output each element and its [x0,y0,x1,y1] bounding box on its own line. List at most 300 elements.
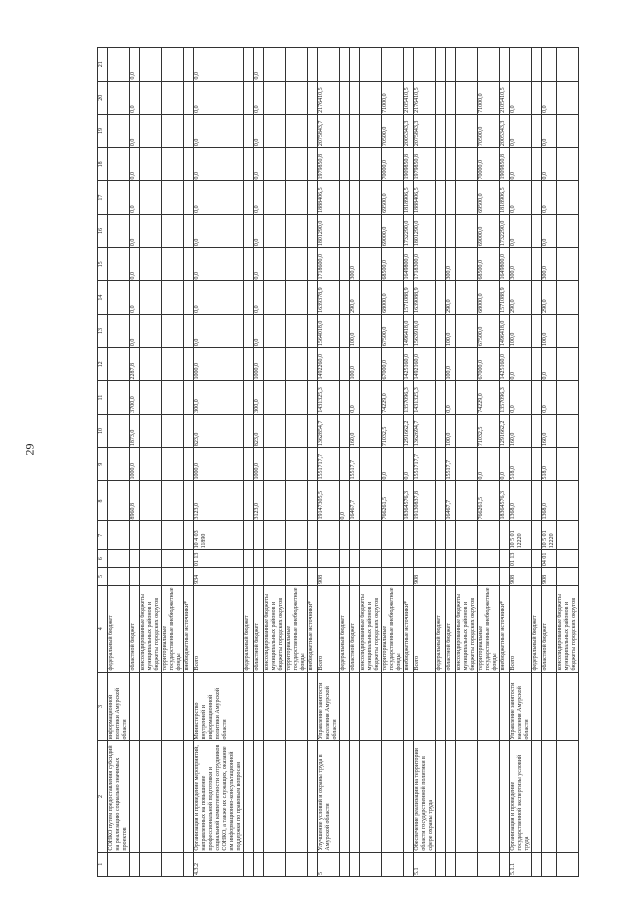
table-cell: федеральный бюджет [108,585,130,672]
table-cell [557,348,579,381]
table-cell: 1551717,7 [414,448,436,481]
table-cell [436,381,446,414]
table-cell: консолидированные бюджеты муниципальных районов и бюджеты городских округов [557,585,579,672]
table-cell [532,448,542,481]
table-cell [557,381,579,414]
table-cell [244,741,254,852]
table-cell: 0,0 [194,148,244,181]
table-cell: 71032,5 [478,414,500,447]
table-cell: 1909850,8 [404,148,414,181]
table-cell [436,414,446,447]
table-cell [436,568,446,586]
table-cell [286,81,308,114]
table-cell [542,672,557,741]
table-cell: 300,0 [542,248,557,281]
table-cell: 1732290,0 [404,214,414,247]
table-cell [414,48,436,82]
table-cell [140,214,162,247]
table-cell [308,568,318,586]
table-cell: 290,0 [510,281,532,314]
table-cell [286,381,308,414]
column-number-cell: 9 [98,448,108,481]
table-cell [532,181,542,214]
table-cell [254,568,264,586]
table-cell [264,114,286,147]
table-cell: 0,0 [382,448,404,481]
table-cell [264,81,286,114]
table-cell [532,481,542,521]
table-cell: 19130837,8 [414,481,436,521]
table-cell: 1000,0 [194,448,244,481]
table-cell: Всего [194,585,244,672]
table-cell: 908 [318,568,340,586]
table-cell: 0,0 [542,81,557,114]
table-cell [162,114,184,147]
table-cell [446,148,456,181]
table-cell: 0,0 [340,481,350,521]
table-cell [254,852,264,876]
table-cell [340,414,350,447]
table-cell [264,214,286,247]
table-cell [542,741,557,852]
table-cell: 3700,0 [130,381,140,414]
column-number-cell: 17 [98,181,108,214]
table-cell [360,148,382,181]
table-cell: 1492160,0 [414,348,436,381]
table-cell [162,414,184,447]
table-cell [557,81,579,114]
table-cell [436,852,446,876]
table-cell [557,214,579,247]
table-cell [456,181,478,214]
table-cell: 69500,0 [382,181,404,214]
table-cell: 0,0 [542,214,557,247]
table-cell [286,114,308,147]
table-cell [340,214,350,247]
table-cell: 1649800,0 [500,248,510,281]
table-cell [308,314,318,347]
table-cell [140,48,162,82]
table-cell [140,348,162,381]
table-cell: 0,0 [510,114,532,147]
table-cell: 71032,5 [382,414,404,447]
column-number-cell: 8 [98,481,108,521]
table-cell [532,148,542,181]
table-cell: 2075843,7 [318,114,340,147]
table-cell [244,48,254,82]
table-cell [532,550,542,568]
table-cell [162,348,184,381]
table-cell [318,48,340,82]
table-cell: 100,0 [510,314,532,347]
table-cell [108,568,130,586]
table-row [162,48,184,877]
table-cell: внебюджетные источники* [308,585,318,672]
table-cell: 67500,0 [478,314,500,347]
table-cell [108,852,130,876]
table-cell [350,214,360,247]
table-cell [360,521,382,550]
table-cell: СОНКО путем предоставления субсидий на реализацию социально значимых проектов [108,741,130,852]
table-cell [532,314,542,347]
table-cell: 160,0 [510,414,532,447]
table-cell [446,568,456,586]
table-cell: 74229,0 [382,381,404,414]
table-cell [108,348,130,381]
table-cell: 1000,0 [254,348,264,381]
table-cell: 0,0 [510,81,532,114]
table-cell: 100,0 [542,314,557,347]
table-cell [557,448,579,481]
table-cell [456,48,478,82]
table-row [542,48,557,877]
table-cell [500,550,510,568]
table-cell: 100,0 [446,414,456,447]
table-cell: Улучшение условий и охраны труда в Амурской области [318,741,340,852]
table-cell [557,281,579,314]
table-cell: 0,0 [194,281,244,314]
table-cell [360,314,382,347]
table-cell: 0,0 [254,281,264,314]
table-cell [350,568,360,586]
table-cell: 1357096,3 [404,381,414,414]
table-cell: 823,0 [194,414,244,447]
table-cell: 0,0 [130,181,140,214]
table-cell [436,741,446,852]
table-cell: 70000,0 [382,148,404,181]
table-cell [286,181,308,214]
table-row [340,48,350,877]
table-cell: 0,0 [130,248,140,281]
column-number-cell: 11 [98,381,108,414]
table-cell [360,81,382,114]
table-cell [456,672,478,741]
table-cell [162,568,184,586]
table-cell: 0,0 [130,214,140,247]
table-cell: 1425160,0 [404,348,414,381]
table-cell [456,281,478,314]
table-cell: 0,0 [130,281,140,314]
table-cell [557,741,579,852]
table-cell [500,48,510,82]
table-cell [264,521,286,550]
table-cell [130,741,140,852]
table-cell [446,81,456,114]
table-cell [456,448,478,481]
table-cell [478,521,500,550]
table-cell: 68000,0 [382,281,404,314]
table-cell: 0,0 [478,448,500,481]
table-cell: 71000,0 [478,81,500,114]
column-number-cell: 19 [98,114,108,147]
table-cell [456,741,478,852]
table-cell [500,741,510,852]
table-cell [184,148,194,181]
table-cell [360,481,382,521]
table-cell [557,568,579,586]
table-cell [184,214,194,247]
table-cell [286,481,308,521]
table-cell [542,852,557,876]
table-cell [184,81,194,114]
table-cell [184,114,194,147]
table-cell [382,568,404,586]
table-cell [360,414,382,447]
table-cell: 518,0 [510,448,532,481]
table-cell: 1979850,8 [414,148,436,181]
table-cell: 5.1 [414,852,436,876]
table-cell: 69000,0 [382,214,404,247]
table-cell [436,314,446,347]
table-cell [184,348,194,381]
column-number-cell: 10 [98,414,108,447]
table-cell: информационной политики Амурской области [108,672,130,741]
table-cell [340,381,350,414]
table-cell [382,741,404,852]
table-cell [382,852,404,876]
table-cell: 1571088,9 [404,281,414,314]
table-cell [184,521,194,550]
table-cell [140,521,162,550]
table-cell [456,114,478,147]
table-cell: Управление занятости населения Амурской области [510,672,532,741]
table-cell [286,414,308,447]
table-cell: Всего [318,585,340,672]
table-cell [244,852,254,876]
table-cell [264,414,286,447]
table-cell: 0,0 [194,248,244,281]
table-cell: 10 5 01 12220 [542,521,557,550]
table-cell [557,148,579,181]
rotated-page [97,47,577,877]
column-number-cell: 12 [98,348,108,381]
table-cell: федеральный бюджет [340,585,350,672]
table-cell [254,741,264,852]
table-cell: 1888406,5 [318,181,340,214]
table-cell: 1362694,7 [414,414,436,447]
table-cell [184,741,194,852]
table-cell [108,314,130,347]
table-cell [286,281,308,314]
table-cell: 0,0 [542,114,557,147]
table-cell [456,348,478,381]
table-cell [244,148,254,181]
table-cell: 68000,0 [478,281,500,314]
table-cell: 10 4 03 11890 [194,521,244,550]
table-cell [340,248,350,281]
table-cell: федеральный бюджет [244,585,254,672]
table-cell [500,568,510,586]
table-cell [244,248,254,281]
table-cell [140,314,162,347]
table-cell: 1649800,0 [404,248,414,281]
table-cell [350,81,360,114]
table-cell: 0,0 [510,348,532,381]
budget-table [97,47,579,877]
table-cell [532,672,542,741]
table-cell [436,181,446,214]
table-cell [557,672,579,741]
table-cell: областной бюджет [542,585,557,672]
table-cell [360,381,382,414]
table-cell [557,48,579,82]
table-cell [456,214,478,247]
table-cell: 69500,0 [478,181,500,214]
table-cell: 3123,0 [194,481,244,521]
table-cell [350,672,360,741]
table-cell: 1732290,0 [500,214,510,247]
table-cell [456,550,478,568]
column-number-cell: 3 [98,672,108,741]
table-cell [360,214,382,247]
table-cell [108,81,130,114]
table-cell: 0,0 [350,381,360,414]
table-cell [244,521,254,550]
table-row [436,48,446,877]
table-cell [140,381,162,414]
table-cell [382,48,404,82]
table-cell [140,114,162,147]
table-cell [308,741,318,852]
table-cell [360,348,382,381]
table-cell [286,550,308,568]
table-cell [244,114,254,147]
table-cell [184,314,194,347]
table-cell: 1564018,0 [318,314,340,347]
table-cell: 0,0 [194,48,244,82]
page-number: 29 [22,443,37,456]
table-cell: 0,0 [446,381,456,414]
column-number-cell: 7 [98,521,108,550]
table-cell: 0,0 [194,314,244,347]
table-cell: 766261,5 [382,481,404,521]
table-cell [404,568,414,586]
table-cell [436,48,446,82]
table-cell: 15517,7 [446,448,456,481]
table-row [254,48,264,877]
table-cell [244,348,254,381]
table-cell: 4.3.2 [194,852,244,876]
table-cell: внебюджетные источники* [184,585,194,672]
table-cell: 1909850,8 [500,148,510,181]
table-cell [140,181,162,214]
table-cell [108,550,130,568]
table-cell [162,148,184,181]
table-cell: Организация и проведение государственной экспертизы условий труда [510,741,532,852]
table-cell [264,348,286,381]
table-cell [130,521,140,550]
table-cell [244,314,254,347]
table-cell [308,214,318,247]
table-cell [108,521,130,550]
table-cell [244,381,254,414]
table-cell [140,248,162,281]
table-cell [456,381,478,414]
table-cell [557,550,579,568]
table-cell [108,181,130,214]
table-cell [456,521,478,550]
table-cell: 74229,0 [478,381,500,414]
table-cell [286,672,308,741]
table-cell [244,81,254,114]
table-cell [414,672,436,741]
table-row [318,48,340,877]
table-cell [436,550,446,568]
column-number-cell: 2 [98,741,108,852]
table-cell: 67500,0 [382,314,404,347]
table-cell: 1000,0 [130,448,140,481]
table-row [130,48,140,877]
table-cell [286,741,308,852]
table-cell: областной бюджет [350,585,360,672]
table-cell [436,348,446,381]
table-cell [286,314,308,347]
table-cell: 0,0 [254,181,264,214]
table-cell: 0,0 [130,114,140,147]
table-cell: 68500,0 [382,248,404,281]
table-cell: 0,0 [510,148,532,181]
table-cell: 04 01 [542,550,557,568]
table-cell [478,741,500,852]
table-cell [340,568,350,586]
table-cell: 518,0 [542,448,557,481]
table-cell [340,181,350,214]
table-cell: 1291662,2 [404,414,414,447]
table-cell [350,181,360,214]
table-row [414,48,436,877]
table-cell: консолидированные бюджеты муниципальных районов и бюджеты городских округов [140,585,162,672]
table-cell: 16467,7 [446,481,456,521]
table-cell [286,48,308,82]
table-cell [404,48,414,82]
table-cell [286,568,308,586]
table-cell: 1492260,0 [318,348,340,381]
table-cell [500,521,510,550]
table-cell: 908 [542,568,557,586]
table-cell [557,852,579,876]
table-cell: 300,0 [194,381,244,414]
table-cell [478,672,500,741]
table-cell: 2105410,5 [404,81,414,114]
table-cell [446,181,456,214]
table-cell: 1368,0 [510,481,532,521]
table-cell: 160,0 [542,414,557,447]
table-cell: 5.1.1 [510,852,532,876]
table-cell [500,852,510,876]
table-cell: 2005343,3 [404,114,414,147]
table-cell [162,521,184,550]
table-cell: 1639378,9 [318,281,340,314]
table-cell: внебюджетные источники* [500,585,510,672]
table-cell [436,148,446,181]
table-cell [108,114,130,147]
table-cell [308,348,318,381]
table-cell: 1362854,7 [318,414,340,447]
table-cell [184,550,194,568]
table-row [510,48,532,877]
table-cell [162,672,184,741]
table-cell [350,148,360,181]
table-cell [446,214,456,247]
table-cell [404,521,414,550]
table-cell [446,741,456,852]
table-cell [456,248,478,281]
table-cell [140,568,162,586]
table-cell: 1551717,7 [318,448,340,481]
table-cell [308,550,318,568]
table-cell [308,381,318,414]
table-cell: 1979850,8 [318,148,340,181]
